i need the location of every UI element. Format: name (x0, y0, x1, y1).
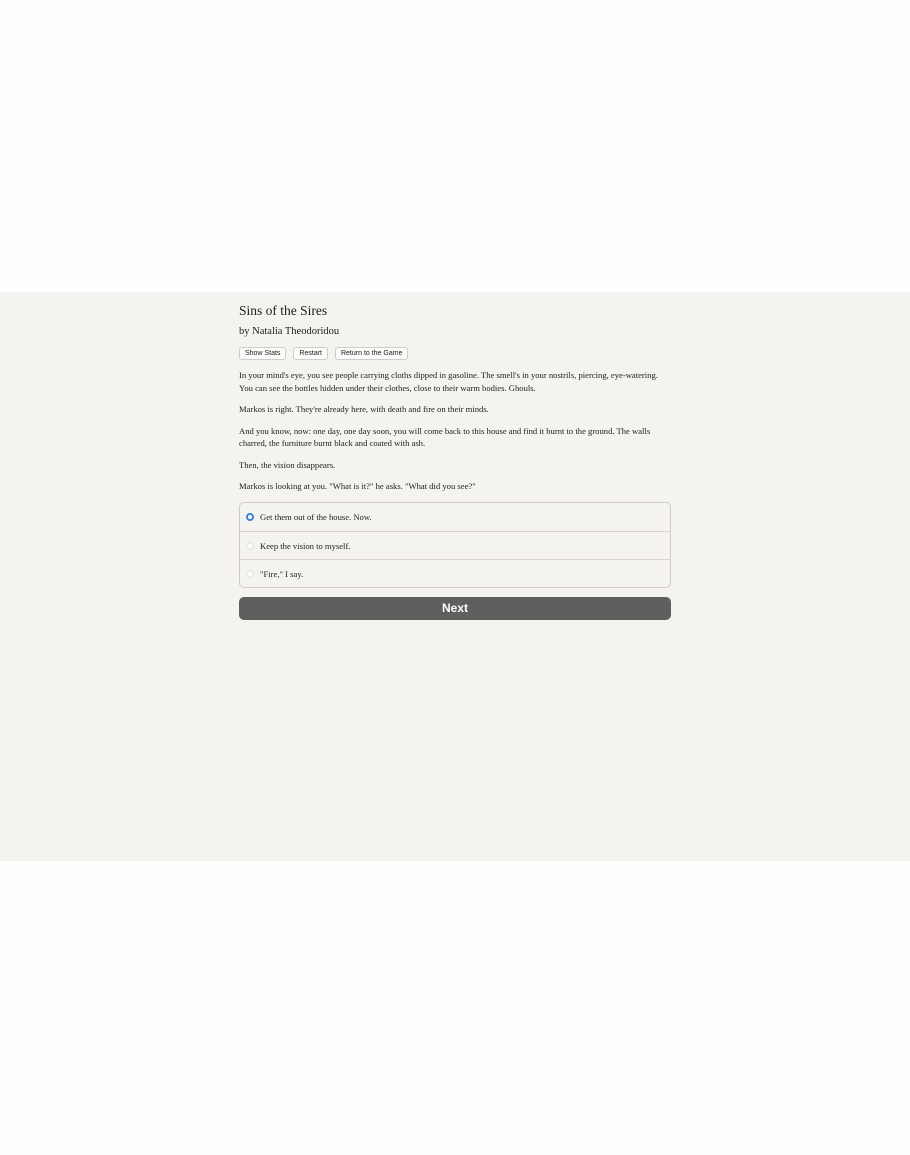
choice-label: "Fire," I say. (260, 568, 304, 579)
choice-option[interactable] (240, 503, 670, 531)
passage-paragraph: And you know, now: one day, one day soon, you will come back to this house and find it burnt to the ground. The walls charred, the furniture burnt black and coated with ash. (239, 425, 651, 448)
radio-unchecked-icon[interactable] (246, 542, 254, 550)
game-area (0, 292, 910, 861)
radio-checked-icon[interactable] (246, 513, 254, 521)
game-author: by Natalia Theodoridou (239, 326, 340, 337)
choice-label: Get them out of the house. Now. (260, 512, 372, 522)
passage-paragraph: Markos is looking at you. "What is it?" he asks. "What did you see?" (239, 481, 476, 491)
passage-paragraph: Then, the vision disappears. (239, 459, 336, 470)
game-title: Sins of the Sires (239, 303, 328, 318)
show-stats-button[interactable]: Show Stats (239, 347, 286, 360)
restart-button[interactable]: Restart (293, 347, 328, 360)
passage-paragraph: Markos is right. They're already here, with death and fire on their minds. (239, 404, 489, 414)
passage-paragraph: In your mind's eye, you see people carrying cloths dipped in gasoline. The smell's in your nostrils, piercing, eye-watering. You can see the bottles hidden under their clothes, close to their warm bodies. Ghouls. (239, 370, 658, 393)
next-button[interactable]: Next (239, 597, 671, 620)
choice-list (239, 502, 671, 588)
toolbar (239, 347, 408, 360)
choice-option[interactable] (240, 531, 670, 559)
choice-option[interactable] (240, 559, 670, 587)
radio-unchecked-icon[interactable] (246, 570, 254, 578)
choice-label: Keep the vision to myself. (260, 540, 351, 551)
story-passage (239, 369, 671, 502)
return-to-game-button[interactable]: Return to the Game (335, 347, 408, 360)
